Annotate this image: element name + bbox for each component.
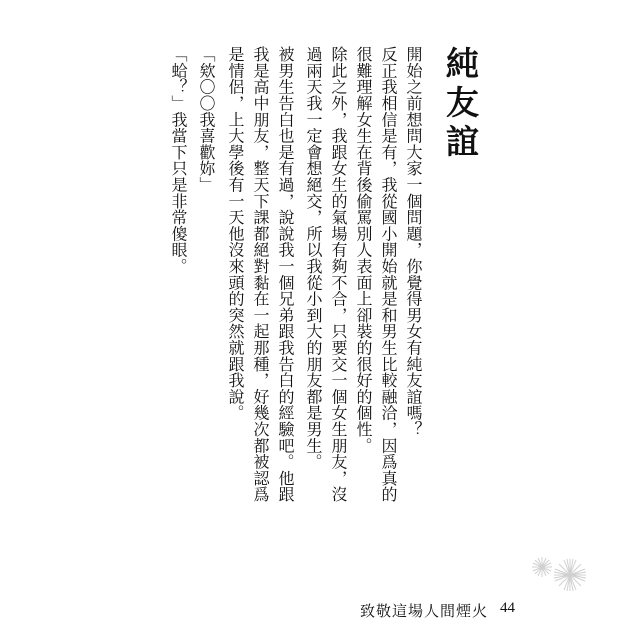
text-line: 「蛤？」我當下只是非常傻眼。 [169, 46, 188, 275]
text-line: 我是高中朋友，整天下課都絕對黏在一起那種，好幾次都被認爲 [251, 46, 270, 503]
text-line: 是情侶，上大學後有一天他沒來頭的突然就跟我說。 [226, 46, 245, 421]
text-line: 過兩天我一定會想絕交，所以我從小到大的朋友都是男生。 [304, 46, 323, 470]
chapter-title: 純友誼 [441, 46, 480, 163]
text-line: 很難理解女生在背後偷罵別人表面上卻裝的很好的個性。 [354, 46, 373, 454]
text-line: 「欸〇〇我喜歡妳」 [197, 46, 216, 193]
fireworks-icon [530, 545, 590, 595]
text-line: 開始之前想問大家一個問題，你覺得男女有純友誼嗎？ [404, 46, 423, 438]
text-line: 反正我相信是有，我從國小開始就是和男生比較融洽，因爲真的 [379, 46, 398, 503]
text-line: 被男生告白也是有過，說說我一個兄弟跟我告白的經驗吧。他跟 [276, 46, 295, 503]
footer-book-title: 致敬這場人間煙火 [360, 602, 489, 620]
page-number: 44 [500, 600, 515, 616]
text-line: 除此之外，我跟女生的氣場有夠不合，只要交一個女生朋友，沒 [329, 46, 348, 503]
